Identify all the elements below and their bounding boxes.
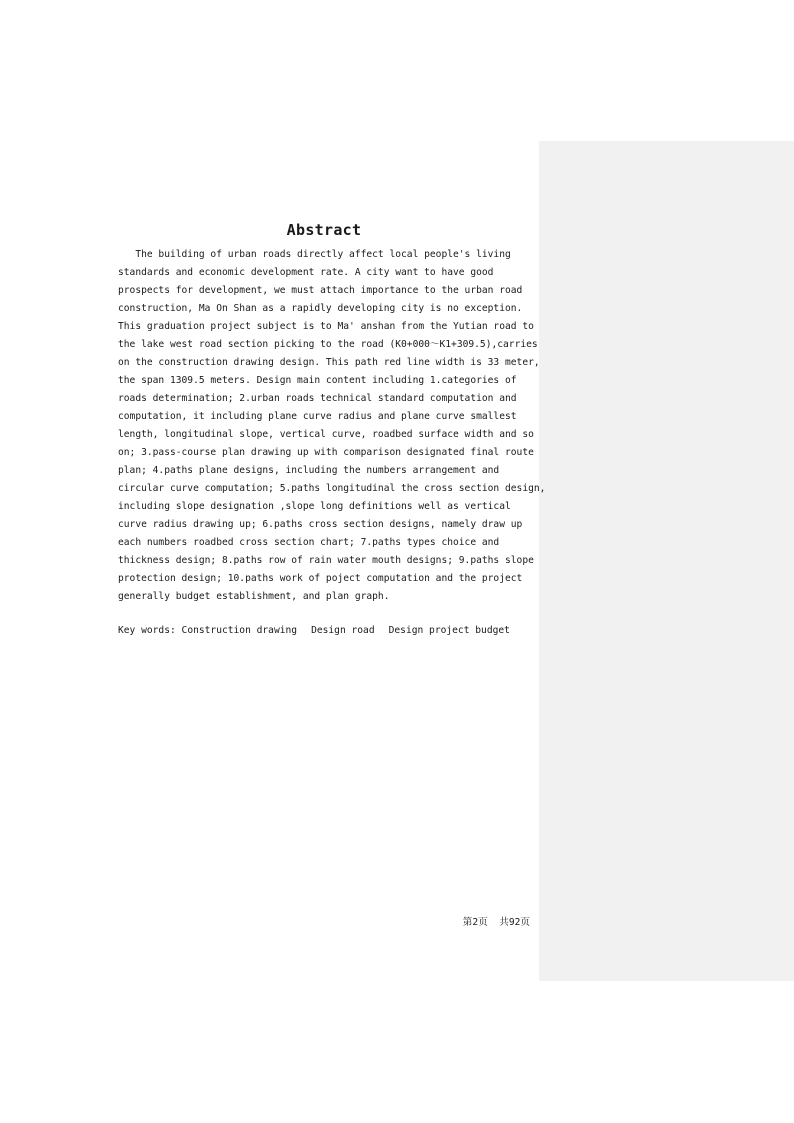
page-title: Abstract [286,221,362,239]
abstract-line: circular curve computation; 5.paths longitudinal the cross section design, [118,483,546,494]
abstract-line: thickness design; 8.paths row of rain water mouth designs; 9.paths slope [118,555,534,566]
page-number-footer: 第2页 共92页 [462,917,530,928]
abstract-line: on the construction drawing design. This path red line width is 33 meter, [118,357,540,368]
abstract-line: including slope designation ,slope long definitions well as vertical [118,501,511,512]
abstract-line: the lake west road section picking to the road (K0+000～K1+309.5),carries [118,339,538,350]
keywords-label: Key words: [118,625,182,636]
abstract-line: on; 3.pass-course plan drawing up with comparison designated final route [118,447,534,458]
abstract-line: plan; 4.paths plane designs, including the numbers arrangement and [118,465,500,476]
keyword-item: Construction drawing [181,625,298,636]
abstract-line: the span 1309.5 meters. Design main content including 1.categories of [118,375,517,386]
abstract-line: construction, Ma On Shan as a rapidly developing city is no exception. [118,303,523,314]
abstract-line: protection design; 10.paths work of poject computation and the project [118,573,523,584]
abstract-line: length, longitudinal slope, vertical curve, roadbed surface width and so [118,429,534,440]
abstract-line: roads determination; 2.urban roads technical standard computation and [118,393,517,404]
keyword-item: Design project budget [388,625,510,636]
abstract-line: generally budget establishment, and plan graph. [118,591,390,602]
keyword-item: Design road [311,625,375,636]
abstract-line: standards and economic development rate. A city want to have good [118,267,494,278]
keywords [118,622,510,640]
abstract-line: curve radius drawing up; 6.paths cross section designs, namely draw up [118,519,523,530]
abstract-line: prospects for development, we must attach importance to the urban road [118,285,523,296]
abstract-line: The building of urban roads directly affect local people's living [118,249,511,260]
abstract-line: computation, it including plane curve radius and plane curve smallest [118,411,517,422]
comment-margin-pane [539,141,794,981]
abstract-body [118,246,558,606]
abstract-line: This graduation project subject is to Ma' anshan from the Yutian road to [118,321,534,332]
abstract-line: each numbers roadbed cross section chart; 7.paths types choice and [118,537,500,548]
